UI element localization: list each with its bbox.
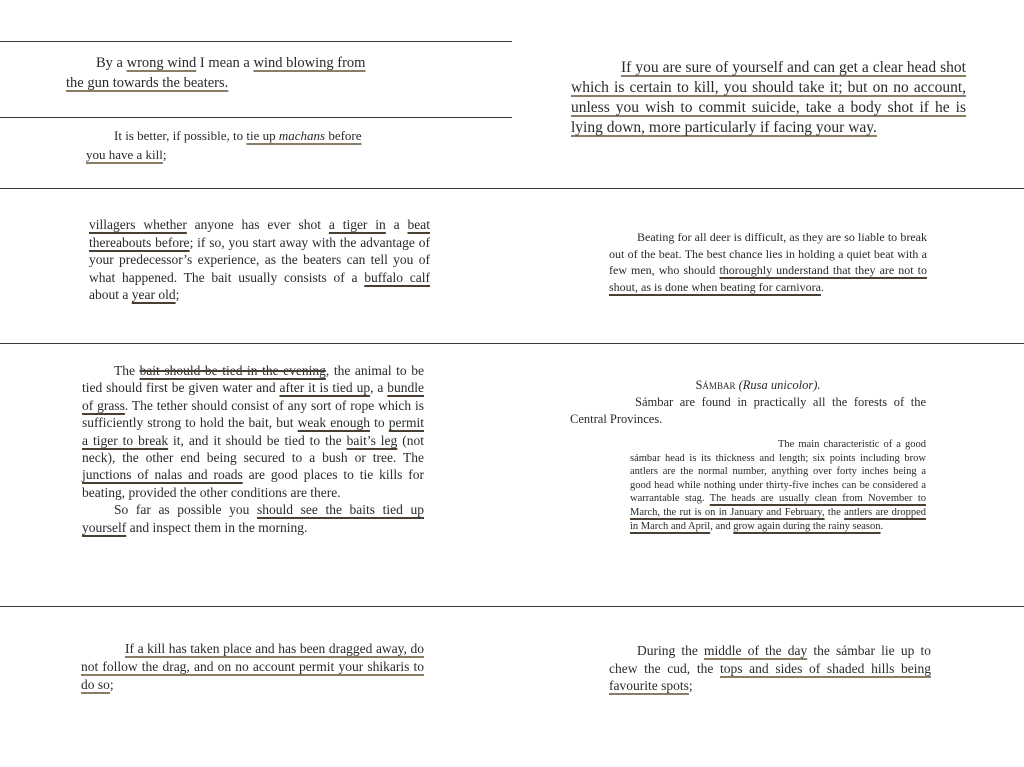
text-run: to: [370, 415, 389, 431]
divider: [0, 606, 1024, 607]
section-heading: [590, 376, 926, 394]
text-run: ;: [175, 287, 180, 302]
underlined-text: you have a kill: [86, 147, 163, 162]
text-clip-sambar: [570, 376, 927, 533]
text-clip-machans: [86, 126, 428, 164]
text-run: a: [385, 217, 408, 232]
paragraph: [630, 438, 926, 533]
text-run: By a: [96, 55, 127, 71]
underlined-text: weak enough: [297, 415, 370, 431]
underlined-text: tie up: [246, 128, 279, 143]
text-run: the: [824, 506, 845, 518]
paragraph: [86, 126, 428, 164]
text-run: the sámbar lie up to chew the cud, the: [609, 643, 931, 676]
text-clip-beating-deer: [609, 229, 927, 295]
text-run: Beating for all deer is difficult, as they are so liable to break out of the beat. The best chance lies in holding a quiet beat with a few men, who should: [609, 230, 927, 277]
underlined-text: grow again during the rainy season: [733, 520, 881, 532]
text-run: . The tether should consist of any sort of rope which is sufficiently strong to hold the bait, but: [82, 397, 424, 431]
underlined-text: year old: [131, 287, 176, 302]
text-clip-wrong-wind: [66, 53, 448, 93]
heading-text: Sámbar: [695, 378, 736, 392]
text-run: The main characteristic of a good sámbar head is its thickness and length; six points including brow antlers are the normal number, anything over forty inches being a good head while nothing under thirty-five inches can be considered a warrantable stag.: [630, 439, 926, 505]
text-run: I mean a: [196, 55, 254, 71]
divider: [0, 117, 512, 118]
text-run: So far as possible you: [114, 502, 257, 518]
underlined-text: beat thereabouts before: [89, 217, 431, 250]
text-run: anyone has ever shot: [186, 217, 329, 232]
text-run: .: [820, 279, 824, 294]
text-run: .: [880, 520, 884, 532]
text-run: ;: [109, 677, 114, 692]
underlined-text: wrong wind: [126, 55, 197, 71]
text-clip-bait: [82, 362, 424, 536]
divider: [0, 41, 512, 42]
underlined-text: thoroughly understand that they are not to shout, as is done when beating for carnivora: [609, 263, 927, 294]
underlined-text: after it is tied up: [279, 380, 371, 396]
underlined-text: tops and sides of shaded hills being favourite spots: [609, 660, 931, 693]
underlined-text: wind blowing from: [253, 55, 366, 71]
paragraph: [82, 501, 424, 536]
paragraph: [81, 640, 424, 694]
text-run: ;: [162, 147, 167, 162]
text-clip-villagers: [89, 216, 430, 304]
divider: [0, 343, 1024, 344]
paragraph: If you are sure of yourself and can get a clear head shot which is certain to kill, you should take it; but on no account, unless you wish to commit suicide, take a body shot if he is lying down, more particularly if facing your way.: [571, 59, 966, 136]
underlined-text: permit a tiger to break: [82, 415, 424, 448]
divider: [0, 188, 1024, 189]
text-run: It is better, if possible, to: [114, 128, 247, 143]
text-run: (not neck), the other end being secured to a bush or tree. The: [82, 432, 424, 466]
text-clip-kill-dragged: [81, 640, 424, 694]
text-run: , and: [710, 520, 734, 532]
text-run: The: [114, 363, 140, 378]
text-run: , the animal to be tied should first be given water and: [82, 363, 424, 396]
text-run: are good places to tie kills for beating, provided the other conditions are there.: [82, 467, 424, 500]
underlined-text: junctions of nalas and roads: [82, 467, 243, 483]
underlined-text: If a kill has taken place and has been dragged away, do not follow the drag, and on no account permit your shikaris to do so: [81, 641, 424, 692]
paragraph: Sámbar are found in practically all the forests of the Central Provinces.: [570, 395, 926, 426]
underlined-text: The heads are usually clean from November to March, the rut is on in January and February,: [630, 493, 926, 518]
text-run: and inspect them in the morning.: [126, 519, 308, 535]
underlined-text: should see the baits tied up yourself: [82, 502, 424, 535]
underlined-text: a tiger in: [328, 217, 386, 232]
paragraph: [82, 362, 424, 501]
underlined-text: bait’s leg: [346, 432, 398, 448]
paragraph: [66, 53, 448, 93]
paragraph: [89, 216, 430, 304]
struck-text: bait should be tied in the evening: [139, 363, 326, 378]
text-run: ;: [688, 678, 693, 693]
text-run: , a: [370, 380, 388, 396]
underlined-text: machans: [278, 128, 326, 143]
text-run: During the: [637, 643, 705, 658]
text-run: it, and it should be tied to the: [168, 432, 347, 448]
underlined-text: buffalo calf: [364, 269, 430, 285]
paragraph: [609, 229, 927, 295]
underlined-text: middle of the day: [704, 643, 808, 658]
underlined-text: the gun towards the beaters.: [66, 75, 229, 91]
underlined-text: before: [325, 128, 362, 143]
text-clip-head-shot: [571, 58, 966, 138]
text-line: [86, 145, 428, 164]
paragraph: [609, 642, 931, 695]
underlined-text: villagers whether: [89, 217, 187, 232]
text-clip-middle-of-day: [609, 642, 931, 695]
underlined-text: antlers are dropped in March and April: [630, 506, 927, 532]
text-run: about a: [89, 287, 132, 302]
heading-latin-name: (Rusa unicolor).: [738, 378, 821, 392]
text-run: ; if so, you start away with the advantage of your predecessor’s experience, as the beaters can tell you of what happened. The bait usually consists of a: [89, 234, 431, 285]
underlined-text: bundle of grass: [82, 380, 424, 413]
